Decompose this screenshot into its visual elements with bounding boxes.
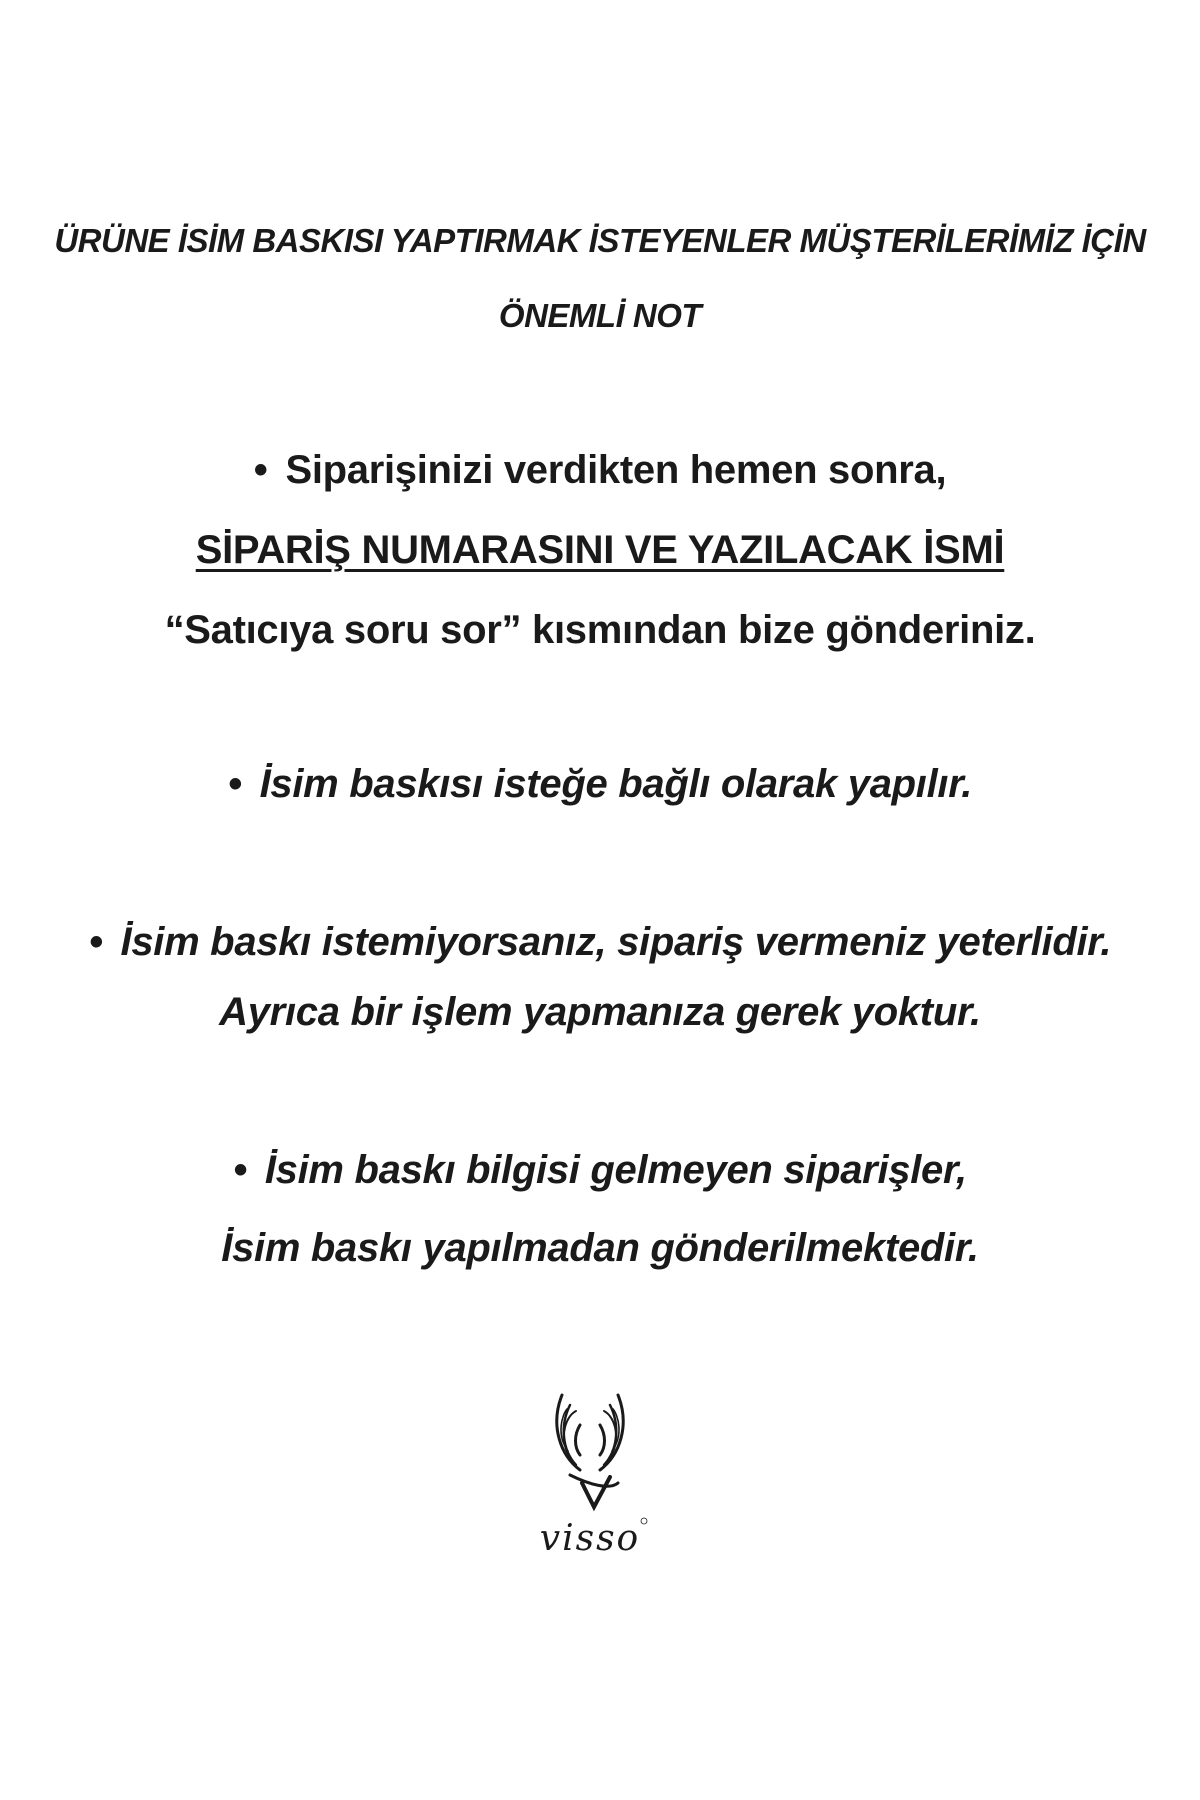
bullet-icon: • bbox=[233, 1148, 247, 1192]
note-3-line-1 bbox=[0, 920, 1200, 965]
note-4-line-1 bbox=[0, 1148, 1200, 1193]
note-1-line-2 bbox=[0, 528, 1200, 573]
note-2-text: İsim baskısı isteğe bağlı olarak yapılır. bbox=[259, 762, 973, 806]
note-4-line-2: İsim baskı yapılmadan gönderilmektedir. bbox=[221, 1226, 979, 1270]
brand-wordmark: visso bbox=[539, 1518, 641, 1559]
note-2-line-1 bbox=[0, 762, 1200, 807]
note-1-line-3: “Satıcıya soru sor” kısmından bize gönderiniz. bbox=[164, 608, 1036, 652]
registered-mark-icon bbox=[641, 1518, 647, 1524]
bullet-icon: • bbox=[88, 920, 103, 964]
brand-logo bbox=[520, 1365, 660, 1565]
notice-heading-line-2: ÖNEMLİ NOT bbox=[498, 297, 702, 334]
bullet-icon: • bbox=[253, 448, 268, 492]
note-1-emphasis: SİPARİŞ NUMARASINI VE YAZILACAK İSMİ bbox=[195, 528, 1005, 572]
visso-logo-icon bbox=[520, 1365, 660, 1565]
note-3-text: İsim baskı istemiyorsanız, sipariş vermeniz yeterlidir. bbox=[120, 920, 1112, 964]
note-1-text: Siparişinizi verdikten hemen sonra, bbox=[285, 448, 947, 492]
note-1-line-1 bbox=[0, 448, 1200, 493]
notice-heading-line-1: ÜRÜNE İSİM BASKISI YAPTIRMAK İSTEYENLER MÜŞTERİLERİMİZ İÇİN bbox=[54, 222, 1146, 259]
note-4-text: İsim baskı bilgisi gelmeyen siparişler, bbox=[264, 1148, 967, 1192]
note-3-line-2: Ayrıca bir işlem yapmanıza gerek yoktur. bbox=[219, 990, 981, 1034]
bullet-icon: • bbox=[227, 762, 242, 806]
